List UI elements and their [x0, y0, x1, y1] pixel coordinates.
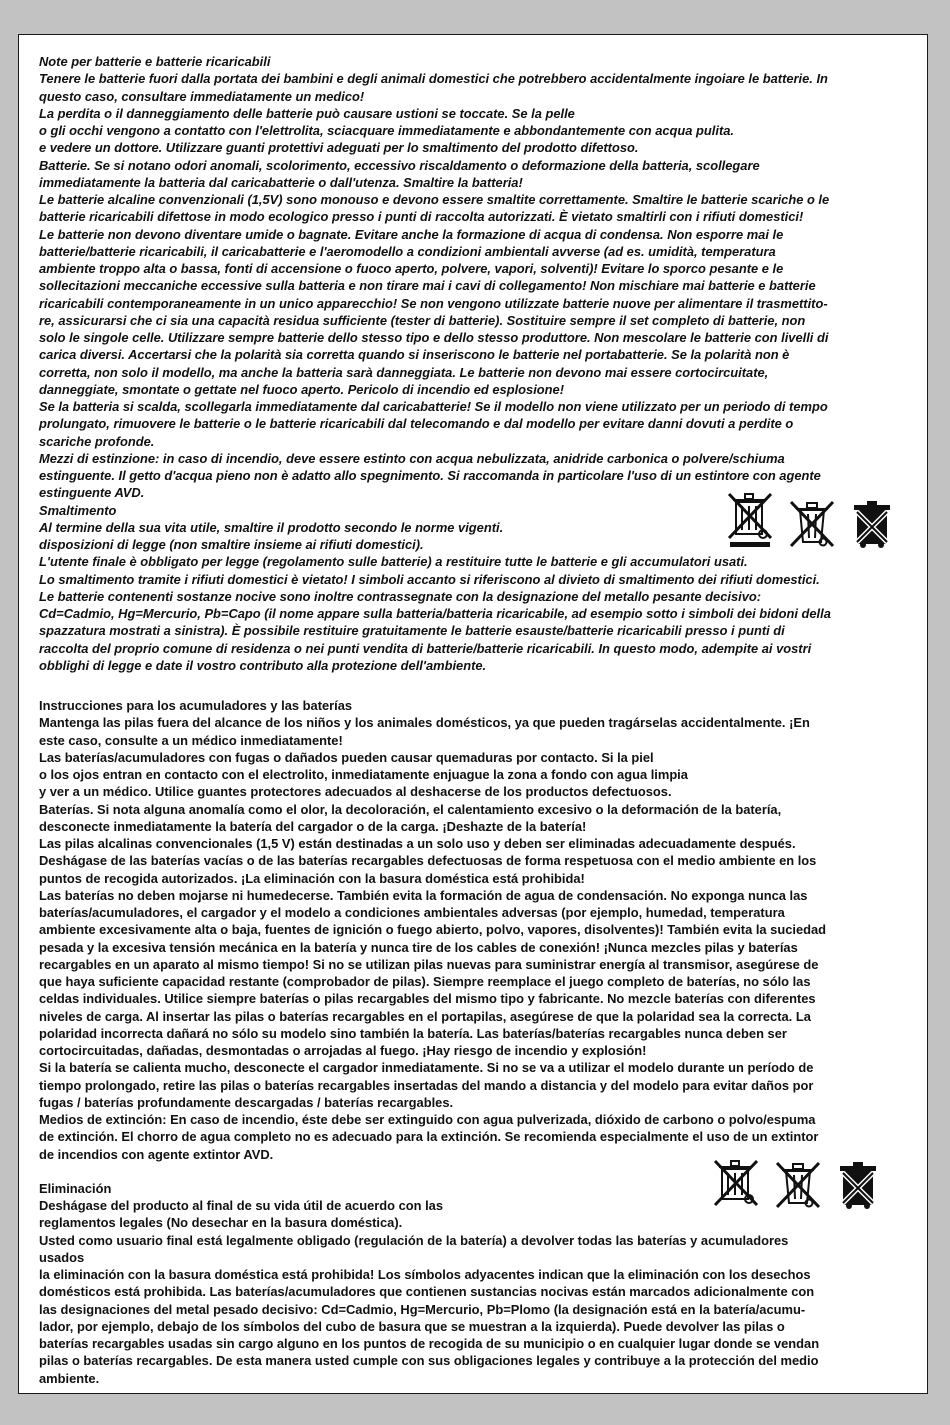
text-line: Usted como usuario final está legalmente obligado (regulación de la batería) a devolver todas las baterías y acumuladores [39, 1232, 789, 1248]
text-line: este caso, consulte a un médico inmediatamente! [39, 732, 343, 748]
text-line: niveles de carga. Al insertar las pilas o baterías recargables en el portapilas, asegúrese de que la polaridad sea la correcta. La [39, 1008, 811, 1024]
spanish-disposal-title: Eliminación [39, 1180, 112, 1196]
text-line: o gli occhi vengono a contatto con l'elettrolita, sciacquare immediatamente e abbondantemente con acqua pulita. [39, 123, 734, 138]
text-line: puntos de recogida autorizados. ¡La eliminación con la basura doméstica está prohibida! [39, 870, 585, 886]
text-line: raccolta del proprio comune di residenza o nei punti vendita di batterie/batterie ricaricabili. In questo modo, adempite ai vostri [39, 640, 812, 656]
text-line: Las baterías/acumuladores con fugas o dañados pueden causar quemaduras por contacto. Si la piel [39, 749, 654, 765]
crossed-out-bin-icon [835, 1159, 881, 1209]
italian-title: Note per batterie e batterie ricaricabili [39, 54, 271, 69]
text-line: Cd=Cadmio, Hg=Mercurio, Pb=Capo (il nome appare sulla batteria/batteria ricaricabile, ad esempio sotto i simboli dei bidoni della [39, 606, 831, 621]
italian-body [39, 70, 921, 674]
text-line: Tenere le batterie fuori dalla portata dei bambini e degli animali domestici che potrebbero accidentalmente ingoiare le batterie. In [39, 71, 828, 87]
text-line: reglamentos legales (No desechar en la basura doméstica). [39, 1215, 403, 1231]
text-line: e vedere un dottore. Utilizzare guanti protettivi adeguati per lo smaltimento del prodotto difettoso. [39, 140, 639, 156]
text-line: que haya suficiente capacidad restante (comprobador de pilas). Siempre reemplace el juego completo de baterías, no sólo las [39, 974, 811, 989]
text-line: de incendios con agente extintor AVD. [39, 1146, 274, 1162]
text-line: solo le singole celle. Utilizzare sempre batterie dello stesso tipo e dello stesso produttore. Non mescolare le batterie con livelli di [39, 330, 829, 345]
text-line: carica diversi. Accertarsi che la polarità sia corretta quando si inseriscono le batterie nel portabatterie. Se la polarità non è [39, 347, 790, 363]
text-line: Baterías. Si nota alguna anomalía como el olor, la decoloración, el calentamiento excesivo o la deformación de la batería, [39, 801, 782, 817]
italian-section [39, 53, 921, 674]
text-line: de extinción. El chorro de agua completo no es adecuado para la extinción. Se recomienda especialmente el uso de un extintor [39, 1129, 819, 1145]
text-line: pesada y la excesiva tensión mecánica en la batería y nunca tire de los cables de conexión! ¡Nunca mezcles pilas y baterías [39, 939, 798, 955]
text-line: Mezzi di estinzione: in caso di incendio, deve essere estinto con acqua nebulizzata, anidride carbonica o polvere/schiuma [39, 450, 785, 466]
text-line: baterías recargables usadas sin cargo alguno en los puntos de recogida de su municipio o en cualquier lugar donde se vendan [39, 1336, 820, 1351]
text-line: estinguente. Il getto d'acqua pieno non è adatto allo spegnimento. Si raccomanda in particolare l'uso di un estintore con agente [39, 468, 821, 483]
text-line: immediatamente la batteria dal caricabatterie o dall'utenza. Smaltire la batteria! [39, 174, 523, 190]
text-line: celdas individuales. Utilice siempre baterías o pilas recargables del mismo tipo y fabricante. No mezcle baterías con diferentes [39, 991, 816, 1007]
crossed-out-bin-icon [711, 1157, 761, 1209]
text-line: Smaltimento [39, 502, 117, 518]
text-line: Se la batteria si scalda, scollegarla immediatamente dal caricabatterie! Se il modello non viene utilizzato per un periodo di tempo [39, 399, 828, 414]
text-line: baterías/acumuladores, el cargador y el modelo a condiciones ambientales adversas (por ejemplo, humedad, temperatura [39, 905, 785, 920]
text-line: danneggiate, smontate o gettate nel fuoco aperto. Pericolo di incendio ed esplosione! [39, 381, 565, 397]
text-line: polaridad incorrecta dañará no sólo su modelo sino también la batería. Las baterías/baterías recargables nunca deben ser [39, 1025, 787, 1041]
text-line: lador, por ejemplo, debajo de los símbolos del cubo de basura que se muestran a la izquierda). Puede devolver las pilas o [39, 1318, 785, 1334]
text-line: Las baterías no deben mojarse ni humedecerse. También evita la formación de agua de condensación. No exponga nunca las [39, 887, 808, 903]
text-line: scariche profonde. [39, 433, 155, 449]
text-line: L'utente finale è obbligato per legge (regolamento sulle batterie) a restituire tutte le batterie e gli accumulatori usati. [39, 554, 748, 570]
text-line: sollecitazioni meccaniche eccessive sulla batteria e non tirare mai i cavi di collegamento! Non mischiare mai batterie e batterie [39, 278, 816, 294]
text-line: Lo smaltimento tramite i rifiuti domestici è vietato! I simboli accanto si riferiscono al divieto di smaltimento dei rifiuti domestici. [39, 571, 820, 587]
spanish-disposal-icons [711, 1157, 881, 1209]
text-line: questo caso, consultare immediatamente un medico! [39, 88, 365, 104]
crossed-out-bin-icon [725, 488, 775, 548]
spanish-title: Instrucciones para los acumuladores y las baterías [39, 698, 353, 713]
text-line: Al termine della sua vita utile, smaltire il prodotto secondo le norme vigenti. [39, 519, 504, 535]
text-line: batterie/batterie ricaricabili, il caricabatterie e l'aeromodello a condizioni ambientali avverse (ad es. umidità, temperatura [39, 243, 776, 259]
text-line: re, assicurarsi che ci sia una capacità residua sufficiente (tester di batterie). Sostituire sempre il set completo di batterie, non [39, 312, 806, 328]
crossed-out-bin-icon [849, 498, 895, 548]
text-line: ricaricabili contemporaneamente in un unico apparecchio! Se non vengono utilizzate batterie nuove per alimentare il trasmettito- [39, 295, 828, 311]
crossed-out-bin-icon [773, 1159, 823, 1209]
text-line: estinguente AVD. [39, 485, 145, 501]
crossed-out-bin-icon [787, 498, 837, 548]
text-line: corretta, non solo il modello, ma anche la batteria sarà danneggiata. Le batterie non devono mai essere cortocircuitate, [39, 364, 769, 380]
text-line: o los ojos entran en contacto con el electrolito, inmediatamente enjuague la zona a fondo con agua limpia [39, 767, 688, 782]
text-line: ambiente excesivamente alta o baja, fuentes de ignición o fuego abierto, polvo, vapores, disolventes)! También evita la suciedad [39, 922, 827, 938]
text-line: Le batterie alcaline convenzionali (1,5V) sono monouso e devono essere smaltite correttamente. Smaltire le batterie scariche o le [39, 192, 830, 207]
text-line: ambiente. [39, 1370, 100, 1386]
text-line: las designaciones del metal pesado decisivo: Cd=Cadmio, Hg=Mercurio, Pb=Plomo (la designación está en la batería/acumu- [39, 1301, 806, 1317]
text-line: recargables en un aparato al mismo tiempo! Si no se utilizan pilas nuevas para suministrar energía al transmisor, asegúrese de [39, 956, 819, 972]
text-line: fugas / baterías profundamente descargadas / baterías recargables. [39, 1094, 454, 1110]
text-line: disposizioni di legge (non smaltire insieme ai rifiuti domestici). [39, 537, 424, 552]
text-line: Mantenga las pilas fuera del alcance de los niños y los animales domésticos, ya que pueden tragárselas accidentalmente. ¡En [39, 715, 810, 731]
text-line: Medios de extinción: En caso de incendio, éste debe ser extinguido con agua pulverizada, dióxido de carbono o polvo/espuma [39, 1112, 816, 1127]
text-line: la eliminación con la basura doméstica está prohibida! Los símbolos adyacentes indican que la eliminación con los desechos [39, 1267, 811, 1282]
text-line: cortocircuitadas, dañadas, desmontadas o arrojadas al fuego. ¡Hay riesgo de incendio y explosión! [39, 1043, 647, 1058]
italian-disposal-icons [725, 488, 895, 548]
text-line: Deshágase del producto al final de su vida útil de acuerdo con las [39, 1198, 444, 1213]
spanish-body [39, 714, 921, 1163]
spanish-disposal-body [39, 1197, 921, 1387]
text-line: pilas o baterías recargables. De esta manera usted cumple con sus obligaciones legales y contribuye a la protección del medio [39, 1353, 819, 1369]
text-line: domésticos está prohibida. Las baterías/acumuladores que contienen sustancias nocivas están marcados adicionalmente con [39, 1284, 815, 1300]
text-line: y ver a un médico. Utilice guantes protectores adecuados al deshacerse de los productos defectuosos. [39, 784, 672, 800]
spanish-section [39, 697, 921, 1387]
text-line: batterie ricaricabili difettose in modo ecologico presso i punti di raccolta autorizzati. È vietato smaltirli con i rifiuti domestici! [39, 209, 804, 225]
text-line: spazzatura mostrati a sinistra). È possibile restituire gratuitamente le batterie esauste/batterie ricaricabili presso i punti di [39, 623, 785, 639]
text-line: Le batterie non devono diventare umide o bagnate. Evitare anche la formazione di acqua di condensa. Non esporre mai le [39, 226, 784, 242]
text-line: Batterie. Se si notano odori anomali, scolorimento, eccessivo riscaldamento o deformazione della batteria, scollegare [39, 157, 760, 173]
text-line: Si la batería se calienta mucho, desconecte el cargador inmediatamente. Si no se va a utilizar el modelo durante un período de [39, 1060, 814, 1076]
text-line: tiempo prolongado, retire las pilas o baterías recargables insertadas del mando a distancia y del modelo para evitar daños por [39, 1077, 814, 1093]
text-line: La perdita o il danneggiamento delle batterie può causare ustioni se toccate. Se la pelle [39, 105, 575, 121]
text-line: Deshágase de las baterías vacías o de las baterías recargables defectuosas de forma respetuosa con el medio ambiente en los [39, 853, 817, 869]
document-page [18, 34, 928, 1394]
text-line: prolungato, rimuovere le batterie o le batterie ricaricabili dal telecomando e dal modello per evitare danni dovuti a perdite o [39, 416, 794, 432]
text-line: Le batterie contenenti sostanze nocive sono inoltre contrassegnate con la designazione del metallo pesante decisivo: [39, 588, 762, 604]
text-line: Las pilas alcalinas convencionales (1,5 V) están destinadas a un solo uso y deben ser eliminadas adecuadamente después. [39, 836, 796, 851]
text-line: ambiente troppo alta o bassa, fonti di accensione o fuoco aperto, polvere, vapori, solventi)! Evitare lo sporco pesante e le [39, 261, 784, 276]
text-line: desconecte inmediatamente la batería del cargador o de la carga. ¡Deshazte de la batería! [39, 818, 587, 834]
text-line: obblighi di legge e date il vostro contributo alla protezione dell'ambiente. [39, 657, 487, 673]
text-line: usados [39, 1249, 85, 1265]
